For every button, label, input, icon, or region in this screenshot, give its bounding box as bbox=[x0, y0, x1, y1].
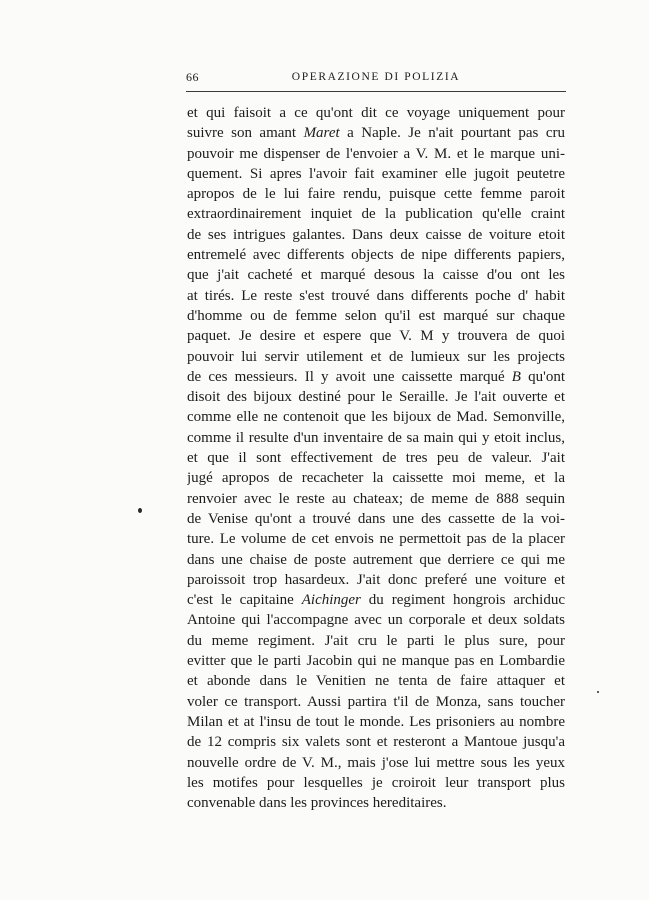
text-line bbox=[187, 793, 565, 813]
text-run: de Venise qu'ont a trouvé dans une des cassette de la voi- bbox=[187, 510, 565, 527]
text-line bbox=[187, 550, 565, 570]
text-run: comme elle ne contenoit que les bijoux de Mad. Semonville, bbox=[187, 409, 565, 426]
header-rule bbox=[186, 91, 566, 92]
text-line bbox=[187, 326, 565, 346]
running-header bbox=[186, 70, 566, 90]
ink-speck bbox=[597, 691, 599, 693]
ink-speck bbox=[138, 508, 142, 513]
text-run: et que il sont effectivement de tres peu de valeur. J'ait bbox=[187, 450, 565, 467]
text-line bbox=[187, 631, 565, 651]
text-line bbox=[187, 164, 565, 184]
text-run: convenable dans les provinces hereditaires. bbox=[187, 795, 447, 812]
text-run: voler ce transport. Aussi partira t'il de Monza, sans toucher bbox=[187, 693, 565, 710]
text-run: pouvoir lui servir utilement et de lumieux sur les projects bbox=[187, 348, 565, 365]
text-run: Antoine qui l'accompagne avec un corporale et deux soldats bbox=[187, 612, 565, 629]
italic-name: Aichinger bbox=[301, 592, 361, 609]
text-line bbox=[187, 407, 565, 427]
text-run: renvoier avec le reste au chateax; de meme de 888 sequin bbox=[187, 490, 565, 507]
text-line bbox=[187, 651, 565, 671]
text-line bbox=[187, 610, 565, 630]
text-run: ture. Le volume de cet envois ne permettoit pas de la placer bbox=[187, 531, 565, 548]
text-line bbox=[187, 489, 565, 509]
text-run: les motifes pour lesquelles je croiroit leur transport plus bbox=[187, 774, 565, 791]
text-line bbox=[187, 184, 565, 204]
running-title: OPERAZIONE DI POLIZIA bbox=[291, 71, 461, 83]
text-run: suivre son amant bbox=[187, 125, 304, 142]
text-run: paquet. Je desire et espere que V. M y trouvera de quoi bbox=[187, 328, 565, 345]
text-run: jugé apropos de recacheter la caissette moi meme, et la bbox=[187, 470, 565, 487]
text-run: nouvelle ordre de V. M., mais j'ose lui mettre sous les yeux bbox=[187, 754, 565, 771]
text-run: c'est le capitaine bbox=[187, 592, 302, 609]
text-line bbox=[187, 225, 565, 245]
text-run: et abonde dans le Venitien ne tenta de faire attaquer et bbox=[187, 673, 565, 690]
text-line bbox=[187, 204, 565, 224]
text-run: entremelé avec differents objects de nipe differents papiers, bbox=[187, 247, 565, 264]
text-line bbox=[187, 712, 565, 732]
text-run: de ses intrigues galantes. Dans deux caisse de voiture etoit bbox=[187, 226, 565, 243]
text-run: de ces messieurs. Il y avoit une caissette marqué bbox=[187, 368, 512, 385]
text-line bbox=[187, 529, 565, 549]
text-line bbox=[187, 103, 565, 123]
body-text bbox=[187, 103, 565, 813]
text-run: quement. Si apres l'avoir fait examiner elle jugoit peutetre bbox=[187, 165, 565, 182]
text-run: at tirés. Le reste s'est trouvé dans differents poche d' habit bbox=[187, 287, 565, 304]
text-line bbox=[187, 692, 565, 712]
page-number: 66 bbox=[186, 70, 199, 84]
text-line bbox=[187, 509, 565, 529]
text-line bbox=[187, 732, 565, 752]
italic-name: B bbox=[511, 368, 521, 385]
text-run: pouvoir me dispenser de l'envoier a V. M. et le marque uni- bbox=[187, 145, 565, 162]
text-line bbox=[187, 671, 565, 691]
text-run: extraordinairement inquiet de la publication qu'elle craint bbox=[187, 206, 565, 223]
text-run: d'homme ou de femme selon qu'il est marqué sur chaque bbox=[187, 307, 565, 324]
text-line bbox=[187, 306, 565, 326]
text-line bbox=[187, 347, 565, 367]
text-run: de 12 compris six valets sont et resteront a Mantoue jusqu'a bbox=[187, 734, 565, 751]
text-run: que j'ait cacheté et marqué desous la caisse d'ou ont les bbox=[187, 267, 565, 284]
text-line bbox=[187, 286, 565, 306]
italic-name: Maret bbox=[303, 125, 340, 142]
text-line bbox=[187, 367, 565, 387]
text-line bbox=[187, 590, 565, 610]
text-run: du meme regiment. J'ait cru le parti le plus sure, pour bbox=[187, 632, 565, 649]
text-line bbox=[187, 773, 565, 793]
text-run: et qui faisoit a ce qu'ont dit ce voyage uniquement pour bbox=[187, 105, 565, 121]
text-run: dans une chaise de poste autrement que derriere ce qui me bbox=[187, 551, 565, 568]
text-line bbox=[187, 245, 565, 265]
text-line bbox=[187, 123, 565, 143]
text-run: paroissoit trop hasardeux. J'ait donc preferé une voiture et bbox=[187, 571, 565, 588]
text-run: qu'ont bbox=[520, 368, 565, 385]
text-line bbox=[187, 448, 565, 468]
text-line bbox=[187, 265, 565, 285]
text-line bbox=[187, 387, 565, 407]
text-line bbox=[187, 570, 565, 590]
text-run: du regiment hongrois archiduc bbox=[360, 592, 565, 609]
text-run: apropos de le lui faire rendu, puisque cette femme paroit bbox=[187, 186, 565, 203]
text-run: evitter que le parti Jacobin qui ne manque pas en Lombardie bbox=[187, 653, 565, 670]
text-line bbox=[187, 468, 565, 488]
text-run: Milan et at l'insu de tout le monde. Les prisoniers au nombre bbox=[187, 713, 565, 730]
text-line bbox=[187, 428, 565, 448]
text-run: comme il resulte d'un inventaire de sa main qui y etoit inclus, bbox=[187, 429, 565, 446]
text-line bbox=[187, 144, 565, 164]
text-line bbox=[187, 753, 565, 773]
text-run: disoit des bijoux destiné pour le Seraille. Je l'ait ouverte et bbox=[187, 389, 565, 406]
text-run: a Naple. Je n'ait pourtant pas cru bbox=[339, 125, 565, 142]
